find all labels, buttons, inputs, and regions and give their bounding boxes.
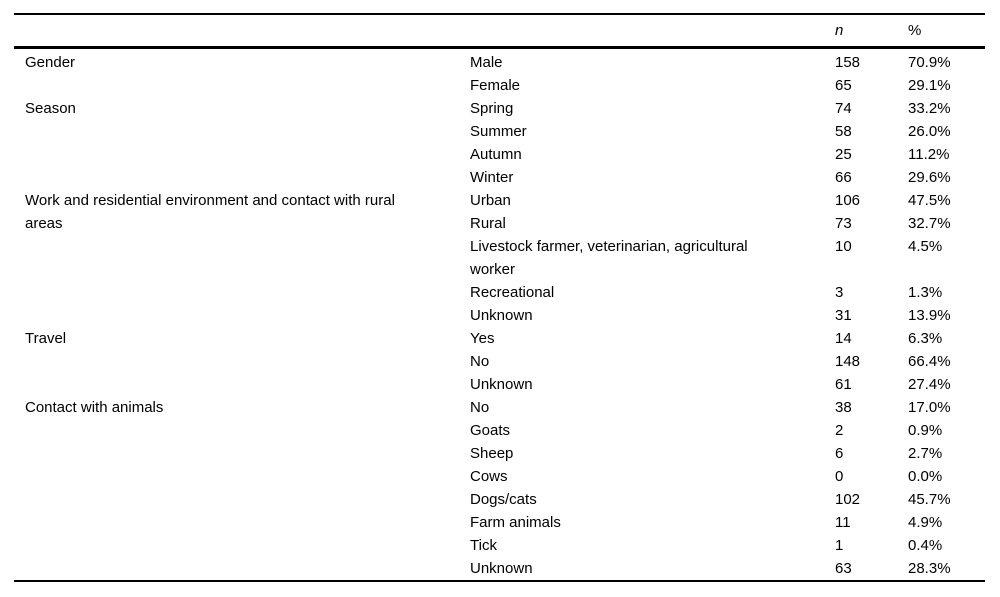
n-cell: 106 [835,192,861,209]
category-cell: Work and residential environment and contact with rural areas [25,192,395,232]
column-header-percent: % [908,14,985,48]
item-cell: Farm animals [470,514,561,531]
n-cell: 102 [835,491,861,508]
category-cell: Contact with animals [25,399,164,416]
summary-table-wrap [14,13,985,582]
n-cell: 6 [835,445,844,462]
n-cell: 73 [835,215,852,232]
item-cell: Unknown [470,307,533,324]
item-cell: Dogs/cats [470,491,537,508]
item-cell: Tick [470,537,497,554]
category-cell: Gender [25,54,76,71]
percent-cell: 11.2% [908,146,950,163]
n-cell: 11 [835,514,851,531]
n-cell: 158 [835,54,861,71]
n-cell: 38 [835,399,852,416]
percent-cell: 45.7% [908,491,951,508]
percent-cell: 70.9% [908,54,951,71]
percent-cell: 6.3% [908,330,943,347]
item-cell: Female [470,77,521,94]
category-cell: Season [25,100,76,117]
n-cell: 74 [835,100,852,117]
category-cell: Travel [25,330,67,347]
item-cell: Goats [470,422,511,439]
percent-cell: 26.0% [908,123,951,140]
item-cell: Unknown [470,560,533,577]
percent-cell: 47.5% [908,192,951,209]
n-cell: 148 [835,353,861,370]
n-cell: 66 [835,169,852,186]
item-cell: Livestock farmer, veterinarian, agricultural worker [470,238,748,278]
n-cell: 3 [835,284,844,301]
item-cell: Male [470,54,503,71]
n-cell: 10 [835,238,852,255]
percent-cell: 0.0% [908,468,943,485]
n-cell: 1 [835,537,844,554]
percent-cell: 0.4% [908,537,943,554]
n-cell: 58 [835,123,852,140]
percent-cell: 29.6% [908,169,951,186]
item-cell: Urban [470,192,511,209]
item-cell: Rural [470,215,506,232]
percent-cell: 17.0% [908,399,951,416]
table-row [14,396,985,419]
n-cell: 14 [835,330,852,347]
percent-cell: 29.1% [908,77,951,94]
item-cell: Unknown [470,376,533,393]
n-cell: 25 [835,146,852,163]
table-row [14,48,985,75]
percent-cell: 4.5% [908,238,943,255]
n-cell: 63 [835,560,852,577]
item-cell: Recreational [470,284,555,301]
header-category-spacer [14,14,470,48]
table-row [14,97,985,120]
n-cell: 2 [835,422,844,439]
percent-cell: 0.9% [908,422,943,439]
table-body [14,48,985,582]
percent-cell: 2.7% [908,445,943,462]
item-cell: Yes [470,330,495,347]
item-cell: Cows [470,468,508,485]
percent-cell: 13.9% [908,307,951,324]
n-cell: 61 [835,376,852,393]
table-row [14,189,985,212]
item-cell: No [470,353,490,370]
table-header [14,14,985,48]
item-cell: No [470,399,490,416]
item-cell: Summer [470,123,527,140]
header-item-spacer [470,14,835,48]
header-row [14,14,985,48]
n-cell: 0 [835,468,844,485]
percent-cell: 33.2% [908,100,951,117]
summary-table [14,13,985,582]
percent-cell: 66.4% [908,353,951,370]
percent-cell: 4.9% [908,514,943,531]
item-cell: Autumn [470,146,522,163]
n-cell: 65 [835,77,852,94]
item-cell: Spring [470,100,514,117]
item-cell: Winter [470,169,514,186]
n-cell: 31 [835,307,852,324]
percent-cell: 1.3% [908,284,943,301]
table-row [14,327,985,350]
percent-cell: 28.3% [908,560,951,577]
percent-cell: 32.7% [908,215,951,232]
percent-cell: 27.4% [908,376,951,393]
column-header-n: n [835,14,908,48]
item-cell: Sheep [470,445,514,462]
